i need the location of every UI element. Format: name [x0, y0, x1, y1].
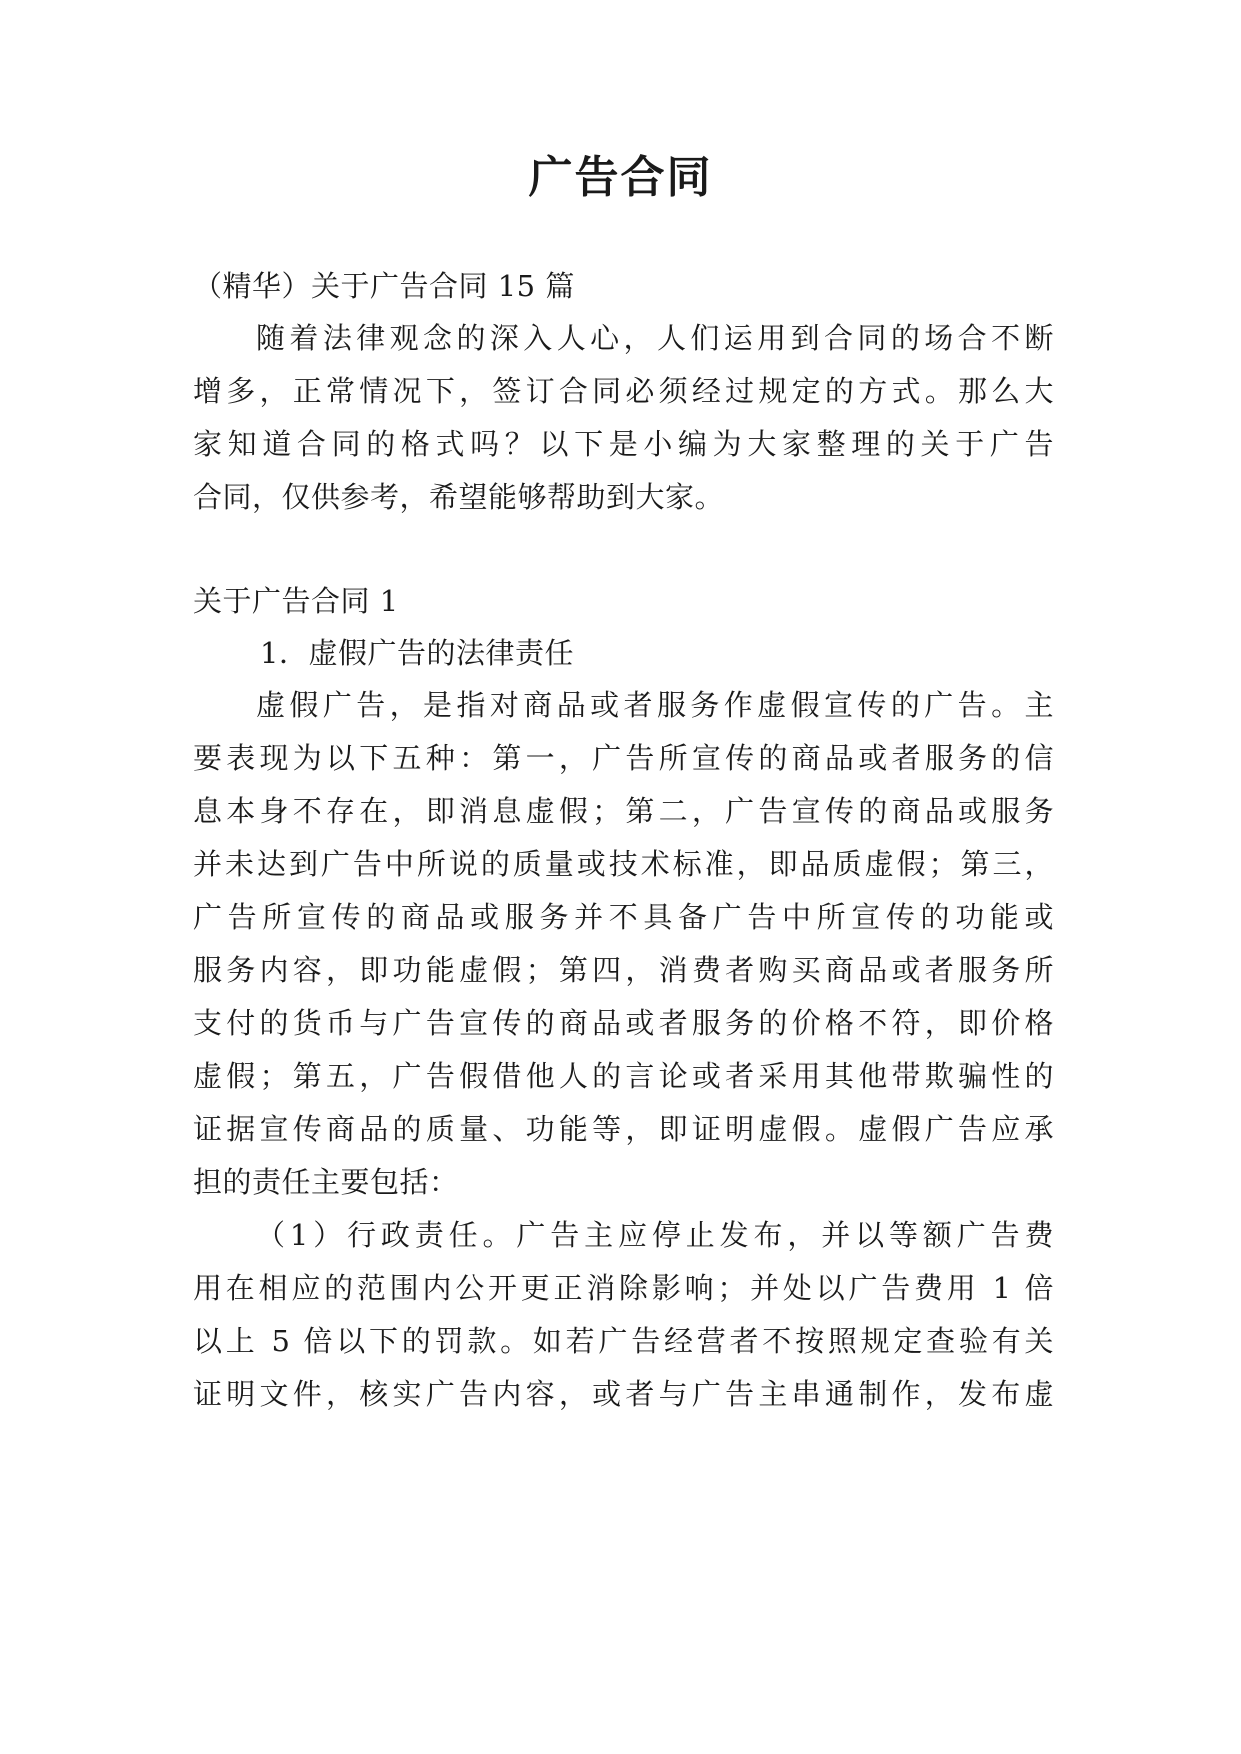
intro-line: 家知道合同的格式吗？以下是小编为大家整理的关于广告: [193, 427, 1054, 461]
body-line: 虚假广告，是指对商品或者服务作虚假宣传的广告。主: [256, 688, 1054, 722]
section-heading: 关于广告合同 1: [193, 584, 399, 618]
liability-line: 以上 5 倍以下的罚款。如若广告经营者不按照规定查验有关: [193, 1324, 1054, 1358]
body-line: 并未达到广告中所说的质量或技术标准，即品质虚假；第三，: [193, 847, 1054, 881]
document-subtitle: （精华）关于广告合同 15 篇: [193, 269, 575, 303]
body-line: 担的责任主要包括：: [193, 1165, 459, 1199]
intro-line: 随着法律观念的深入人心，人们运用到合同的场合不断: [256, 321, 1054, 355]
intro-line: 增多，正常情况下，签订合同必须经过规定的方式。那么大: [193, 374, 1054, 408]
body-line: 虚假；第五，广告假借他人的言论或者采用其他带欺骗性的: [193, 1059, 1054, 1093]
body-line: 支付的货币与广告宣传的商品或者服务的价格不符，即价格: [193, 1006, 1054, 1040]
body-line: 服务内容，即功能虚假；第四，消费者购买商品或者服务所: [193, 953, 1054, 987]
body-line: 广告所宣传的商品或服务并不具备广告中所宣传的功能或: [193, 900, 1054, 934]
liability-line: 证明文件，核实广告内容，或者与广告主串通制作，发布虚: [193, 1377, 1054, 1411]
document-title: 广告合同: [528, 152, 713, 203]
liability-line: （1）行政责任。广告主应停止发布，并以等额广告费: [256, 1218, 1054, 1252]
liability-line: 用在相应的范围内公开更正消除影响；并处以广告费用 1 倍: [193, 1271, 1054, 1305]
body-line: 证据宣传商品的质量、功能等，即证明虚假。虚假广告应承: [193, 1112, 1054, 1146]
item-heading: 1．虚假广告的法律责任: [260, 636, 574, 670]
body-line: 息本身不存在，即消息虚假；第二，广告宣传的商品或服务: [193, 794, 1054, 828]
intro-line: 合同，仅供参考，希望能够帮助到大家。: [193, 480, 725, 514]
body-line: 要表现为以下五种：第一，广告所宣传的商品或者服务的信: [193, 741, 1054, 775]
